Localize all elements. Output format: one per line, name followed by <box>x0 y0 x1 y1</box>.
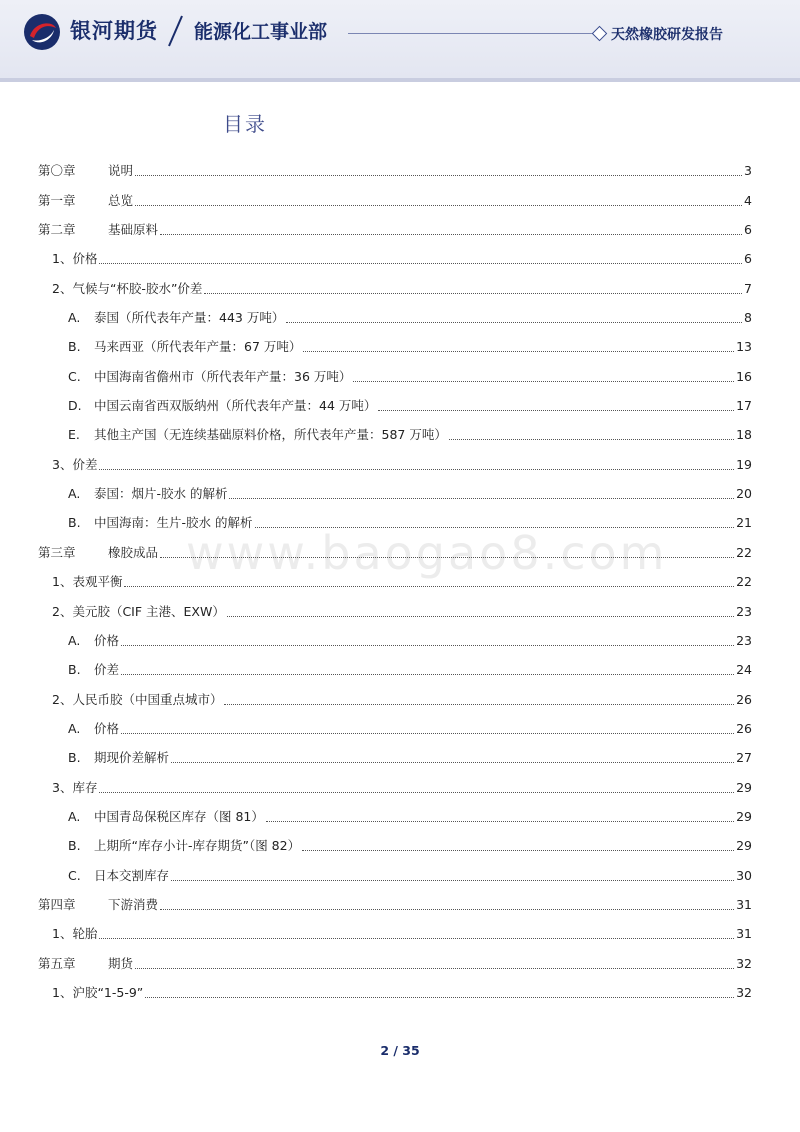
dot-leader <box>227 616 734 617</box>
section-letter: A. <box>68 486 81 502</box>
toc-entry[interactable] <box>38 150 752 179</box>
toc-page-number: 19 <box>736 456 752 472</box>
toc-entry-label <box>68 750 169 766</box>
toc-entry-text: 3、库存 <box>52 779 98 795</box>
toc-entry-label <box>38 897 158 913</box>
toc-entry-text: 总览 <box>108 192 134 208</box>
toc-entry-label <box>68 721 119 737</box>
toc-entry-text: 期货 <box>108 955 134 971</box>
page-header <box>0 0 800 82</box>
toc-entry[interactable] <box>38 620 752 649</box>
toc-entry[interactable] <box>38 561 752 590</box>
brand-name: 银河期货 <box>70 19 158 43</box>
toc-entry-text: 下游消费 <box>108 896 159 912</box>
diamond-icon <box>592 26 608 42</box>
toc-entry-label <box>52 251 97 267</box>
toc-entry-text: 1、轮胎 <box>52 926 98 942</box>
toc-entry-label <box>38 193 133 209</box>
toc-entry[interactable] <box>38 502 752 531</box>
toc-page-number: 13 <box>736 339 752 355</box>
toc-entry-label <box>52 926 97 942</box>
toc-entry-label <box>68 339 301 355</box>
section-letter: C. <box>68 368 81 384</box>
toc-entry-text: 橡胶成品 <box>108 544 159 560</box>
dot-leader <box>255 527 735 528</box>
toc-entry-label <box>52 985 143 1001</box>
toc-entry-text: 其他主产国（无连续基础原料价格，所代表年产量：587 万吨） <box>94 427 447 443</box>
toc-entry-text: 期现价差解析 <box>94 750 170 766</box>
division-name: 能源化工事业部 <box>194 21 328 43</box>
toc-entry[interactable] <box>38 326 752 355</box>
dot-leader <box>303 351 734 352</box>
dot-leader <box>353 381 734 382</box>
toc-entry-label <box>68 809 264 825</box>
toc-entry-text: 1、沪胶“1-5-9” <box>52 984 144 1000</box>
toc-entry-label <box>38 956 133 972</box>
dot-leader <box>171 880 734 881</box>
toc-page-number: 29 <box>736 808 752 824</box>
section-letter: B. <box>68 662 81 678</box>
dot-leader <box>224 704 734 705</box>
toc-page-number: 32 <box>736 955 752 971</box>
toc-page-number: 22 <box>736 574 752 590</box>
section-letter: E. <box>68 427 80 443</box>
dot-leader <box>121 733 734 734</box>
dot-leader <box>449 439 734 440</box>
dot-leader <box>124 586 734 587</box>
toc-entry[interactable] <box>38 179 752 208</box>
toc-entry-label <box>68 310 284 326</box>
toc-entry[interactable] <box>38 355 752 384</box>
dot-leader <box>145 997 734 998</box>
dot-leader <box>171 762 734 763</box>
toc-entry-text: 1、价格 <box>52 251 98 267</box>
toc-entry-text: 3、价差 <box>52 456 98 472</box>
toc-entry[interactable] <box>38 590 752 619</box>
toc-entry-text: 价格 <box>94 632 120 648</box>
toc-entry-text: 说明 <box>108 163 134 179</box>
toc-page-number: 6 <box>744 222 752 238</box>
toc-entry-text: 中国海南省儋州市（所代表年产量：36 万吨） <box>94 368 352 384</box>
toc-page-number: 24 <box>736 662 752 678</box>
toc-entry[interactable] <box>38 884 752 913</box>
galaxy-logo-icon <box>22 12 62 52</box>
toc-entry[interactable] <box>38 414 752 443</box>
toc-page-number: 18 <box>736 427 752 443</box>
toc-entry[interactable] <box>38 737 752 766</box>
toc-entry[interactable] <box>38 942 752 971</box>
dot-leader <box>135 175 742 176</box>
toc-entry-label <box>68 398 376 414</box>
toc-page-number: 26 <box>736 691 752 707</box>
toc-page-number: 16 <box>736 368 752 384</box>
toc-entry-label <box>38 545 158 561</box>
toc-entry-label <box>52 604 225 620</box>
divider-slash-icon <box>166 14 184 48</box>
header-rule <box>348 33 594 34</box>
toc-entry-text: 上期所“库存小计-库存期货”（图 82） <box>94 838 301 854</box>
toc-entry-label <box>68 838 300 854</box>
toc-entry[interactable] <box>38 297 752 326</box>
section-letter: B. <box>68 515 81 531</box>
dot-leader <box>135 968 734 969</box>
toc-page-number: 23 <box>736 632 752 648</box>
toc-entry[interactable] <box>38 473 752 502</box>
toc-entry-text: 中国云南省西双版纳州（所代表年产量：44 万吨） <box>94 398 377 414</box>
toc-entry-text: 价格 <box>94 720 120 736</box>
toc-page-number: 31 <box>736 896 752 912</box>
toc-entry-label <box>68 868 169 884</box>
toc-entry-label <box>52 692 222 708</box>
toc-entry-label <box>52 780 97 796</box>
toc-entry-label <box>68 515 253 531</box>
dot-leader <box>229 498 734 499</box>
toc-entry[interactable] <box>38 385 752 414</box>
dot-leader <box>378 410 734 411</box>
section-letter: A. <box>68 808 81 824</box>
section-letter: A. <box>68 720 81 736</box>
toc-entry[interactable] <box>38 443 752 472</box>
toc-page-number: 3 <box>744 163 752 179</box>
toc-page-number: 6 <box>744 251 752 267</box>
watermark: www.baogao8.com <box>186 526 668 580</box>
toc-page-number: 27 <box>736 750 752 766</box>
toc-entry-label <box>68 369 351 385</box>
toc-page-number: 26 <box>736 720 752 736</box>
toc-entry-text: 价差 <box>94 662 120 678</box>
toc-entry[interactable] <box>38 854 752 883</box>
dot-leader <box>99 263 742 264</box>
toc-entry[interactable] <box>38 649 752 678</box>
toc-page-number: 20 <box>736 486 752 502</box>
dot-leader <box>286 322 742 323</box>
toc-page-number: 23 <box>736 603 752 619</box>
toc-entry-label <box>38 163 133 179</box>
toc-page-number: 29 <box>736 779 752 795</box>
toc-entry[interactable] <box>38 825 752 854</box>
toc-entry-text: 2、气候与“杯胶-胶水”价差 <box>52 280 203 296</box>
toc-entry[interactable] <box>38 708 752 737</box>
toc-entry[interactable] <box>38 766 752 795</box>
chapter-number: 第二章 <box>38 222 76 238</box>
toc-page-number: 8 <box>744 310 752 326</box>
page-number: 2 / 35 <box>380 1043 420 1058</box>
dot-leader <box>204 293 742 294</box>
toc-entry-text: 中国海南：生片-胶水 的解析 <box>94 515 253 531</box>
dot-leader <box>160 234 742 235</box>
toc-entry-label <box>68 486 227 502</box>
toc-entry-label <box>68 633 119 649</box>
section-letter: A. <box>68 310 81 326</box>
toc-entry-text: 1、表观平衡 <box>52 574 123 590</box>
chapter-number: 第三章 <box>38 544 76 560</box>
toc-entry-text: 2、美元胶（CIF 主港、EXW） <box>52 603 225 619</box>
toc-page-number: 17 <box>736 398 752 414</box>
toc-entry-text: 基础原料 <box>108 222 159 238</box>
dot-leader <box>160 557 734 558</box>
report-title: 天然橡胶研发报告 <box>611 27 723 43</box>
dot-leader <box>302 850 734 851</box>
dot-leader <box>266 821 734 822</box>
toc-entry-label <box>68 427 447 443</box>
toc-entry-text: 日本交割库存 <box>94 867 170 883</box>
dot-leader <box>160 909 734 910</box>
dot-leader <box>135 205 742 206</box>
section-letter: B. <box>68 339 81 355</box>
dot-leader <box>121 674 734 675</box>
section-letter: A. <box>68 632 81 648</box>
toc-page-number: 32 <box>736 984 752 1000</box>
toc-page-number: 29 <box>736 838 752 854</box>
toc-entry[interactable] <box>38 238 752 267</box>
toc-entry-text: 2、人民币胶（中国重点城市） <box>52 691 223 707</box>
toc-entry-label <box>68 662 119 678</box>
toc-page-number: 4 <box>744 192 752 208</box>
chapter-number: 第四章 <box>38 896 76 912</box>
toc-entry-text: 马来西亚（所代表年产量：67 万吨） <box>94 339 302 355</box>
toc-entry-label <box>52 281 202 297</box>
chapter-number: 第一章 <box>38 192 76 208</box>
toc-entry[interactable] <box>38 796 752 825</box>
section-letter: D. <box>68 398 82 414</box>
toc-entry-text: 中国青岛保税区库存（图 81） <box>94 808 264 824</box>
section-letter: B. <box>68 838 81 854</box>
toc-entry[interactable] <box>38 678 752 707</box>
toc-page-number: 22 <box>736 544 752 560</box>
toc-page-number: 7 <box>744 280 752 296</box>
toc-entry-label <box>52 574 122 590</box>
chapter-number: 第五章 <box>38 955 76 971</box>
toc-entry[interactable] <box>38 267 752 296</box>
toc-entry[interactable] <box>38 209 752 238</box>
dot-leader <box>99 469 734 470</box>
section-letter: C. <box>68 867 81 883</box>
section-letter: B. <box>68 750 81 766</box>
dot-leader <box>99 792 734 793</box>
toc-entry-label <box>52 457 97 473</box>
toc-entry-text: 泰国：烟片-胶水 的解析 <box>94 486 228 502</box>
toc-entry[interactable] <box>38 531 752 560</box>
toc-title: 目录 <box>223 112 267 136</box>
toc-page-number: 30 <box>736 867 752 883</box>
toc-entry[interactable] <box>38 913 752 942</box>
dot-leader <box>99 938 734 939</box>
toc-entry[interactable] <box>38 972 752 1001</box>
toc-page-number: 21 <box>736 515 752 531</box>
toc-page-number: 31 <box>736 926 752 942</box>
toc-entry-text: 泰国（所代表年产量：443 万吨） <box>94 310 285 326</box>
table-of-contents <box>38 150 752 1001</box>
chapter-number: 第〇章 <box>38 163 76 179</box>
toc-entry-label <box>38 222 158 238</box>
dot-leader <box>121 645 734 646</box>
